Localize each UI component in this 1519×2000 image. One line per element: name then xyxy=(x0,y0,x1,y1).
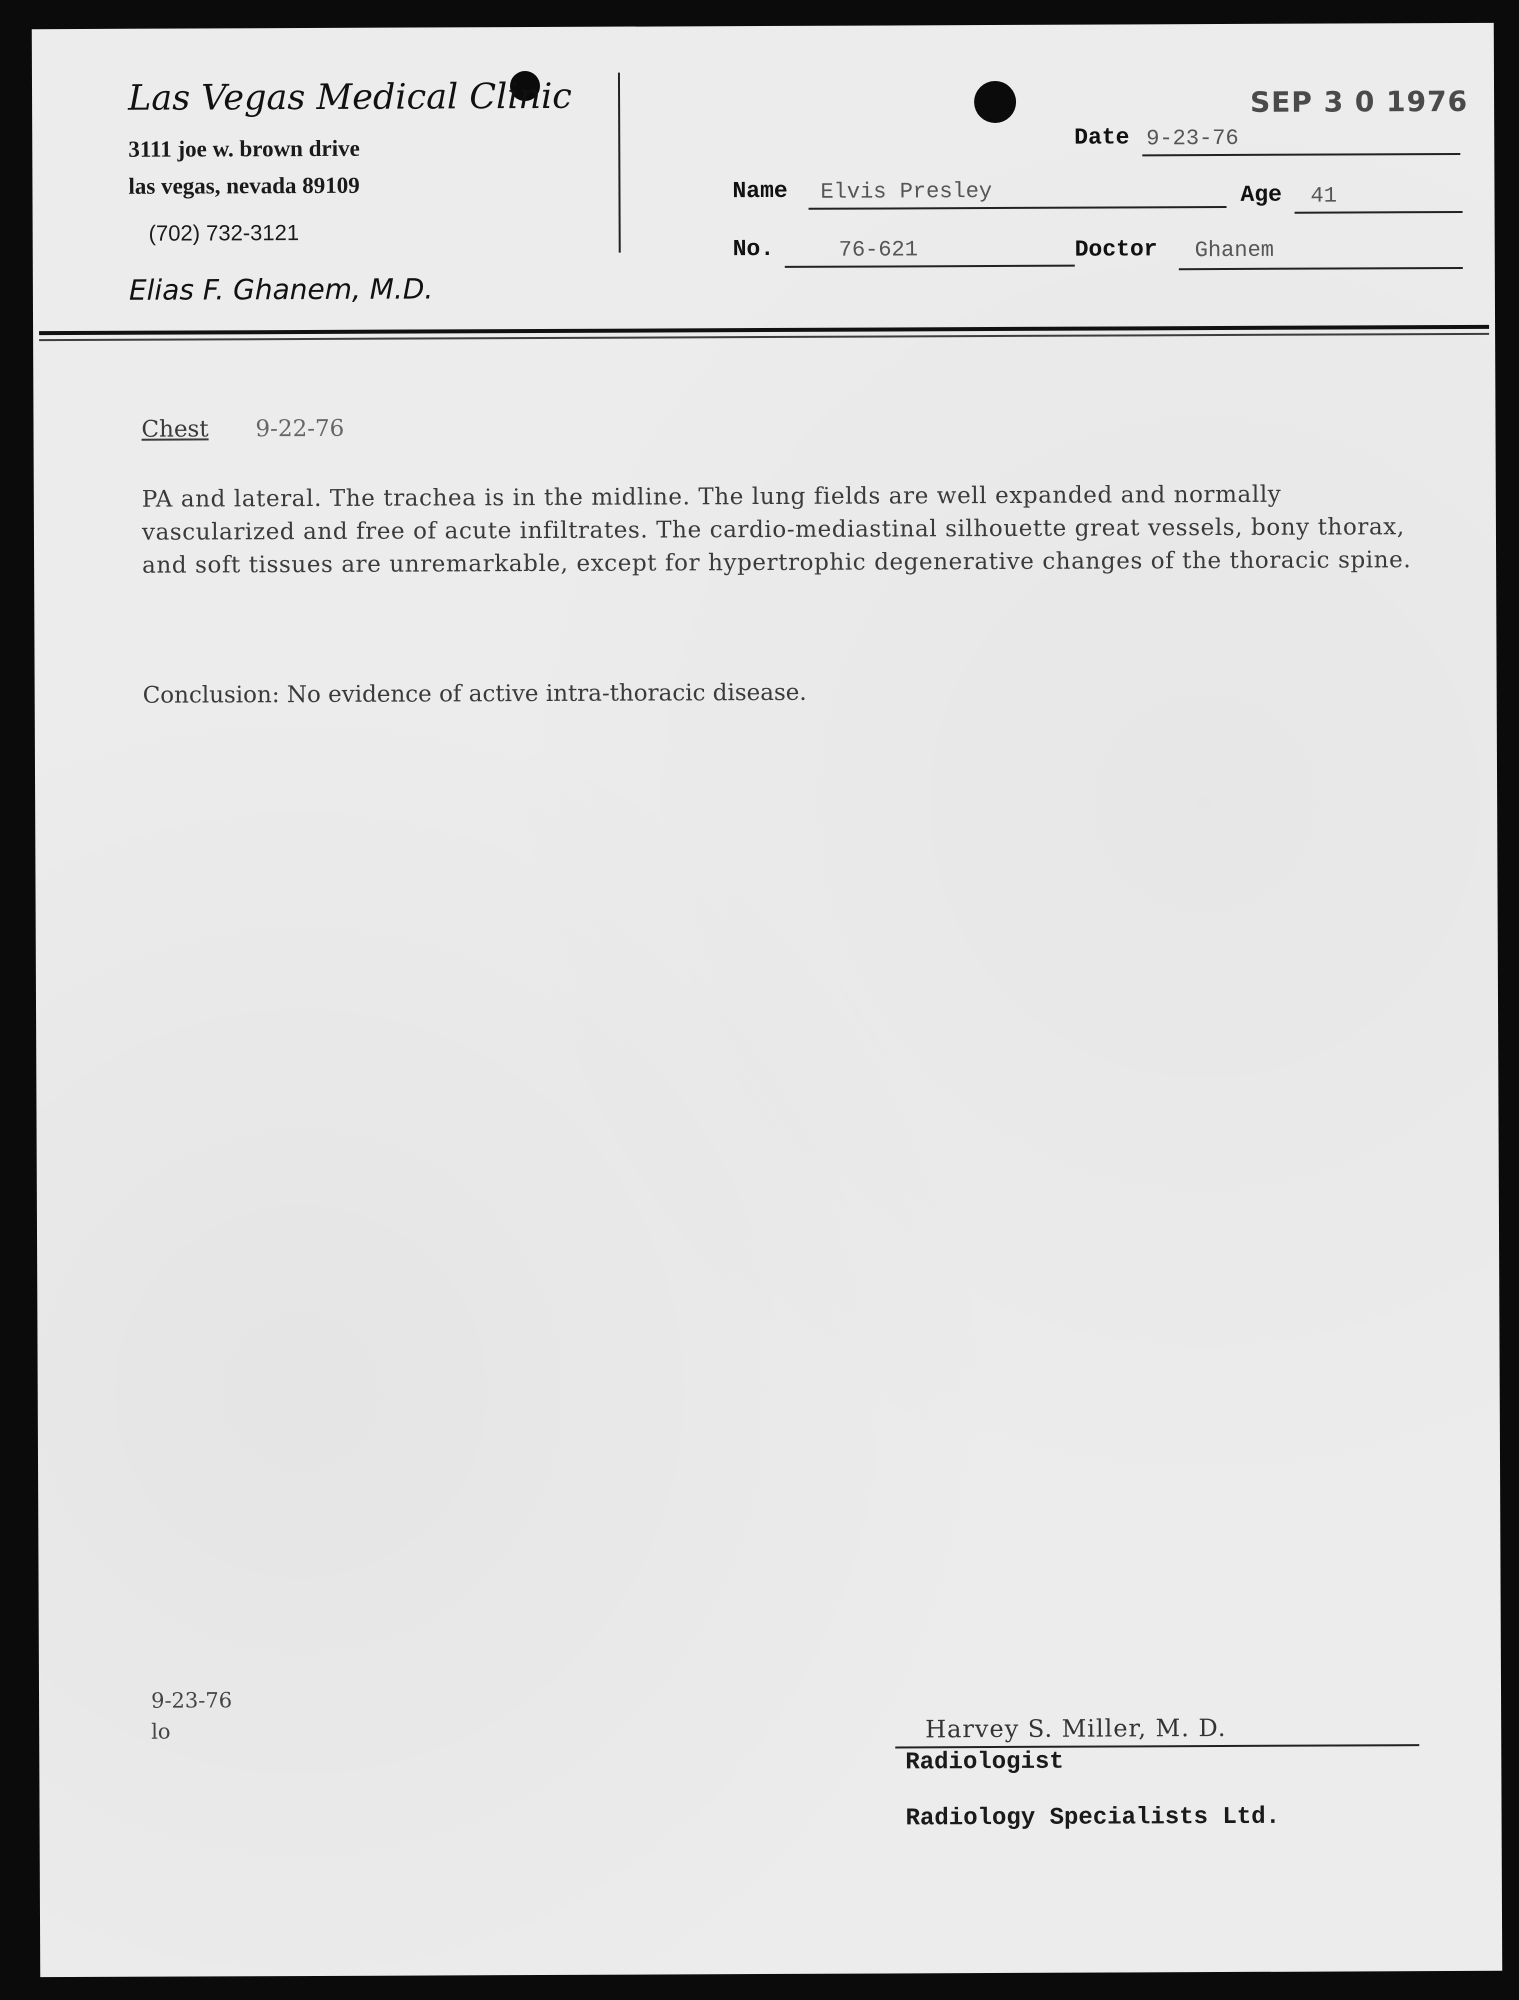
radiologist-name: Harvey S. Miller, M. D. xyxy=(925,1714,1227,1744)
clinic-address-line1: 3111 joe w. brown drive xyxy=(128,135,360,162)
name-label: Name xyxy=(732,177,788,205)
signature-line xyxy=(895,1744,1419,1748)
doctor-underline xyxy=(1179,267,1463,270)
findings-paragraph: PA and lateral. The trachea is in the midline. The lung fields are well expanded and normally vascularized and free of acute infiltrates. The cardio-mediastinal silhouette great vessels, bony thorax, and soft tissues are unremarkable, except for hypertrophic degenerative changes of the thoracic spine. xyxy=(141,481,1412,579)
date-label: Date xyxy=(1074,124,1130,151)
doctor-label: Doctor xyxy=(1074,236,1158,263)
radiologist-title: Radiologist xyxy=(905,1748,1064,1777)
clinic-address-line2: las vegas, nevada 89109 xyxy=(128,172,360,199)
patient-name: Elvis Presley xyxy=(820,179,993,205)
conclusion: Conclusion: No evidence of active intra-thoracic disease. xyxy=(142,679,807,709)
age-underline xyxy=(1295,211,1463,214)
clinic-name: Las Vegas Medical Clinic xyxy=(127,76,572,119)
record-number: 76-621 xyxy=(838,237,919,263)
no-underline xyxy=(785,265,1075,268)
typed-date: 9-23-76 xyxy=(150,1688,233,1713)
date-underline xyxy=(1142,153,1460,156)
header-divider xyxy=(618,73,621,253)
patient-age: 41 xyxy=(1310,183,1337,209)
clinic-phone: (702) 732-3121 xyxy=(148,220,300,246)
received-date-stamp: SEP 3 0 1976 xyxy=(1250,84,1469,119)
radiology-group: Radiology Specialists Ltd. xyxy=(905,1803,1281,1833)
no-label: No. xyxy=(732,235,775,263)
date-value: 9-23-76 xyxy=(1146,125,1239,152)
punch-hole xyxy=(974,81,1016,123)
exam-label: Chest xyxy=(141,416,209,443)
report-sheet xyxy=(32,23,1502,1977)
clinic-doctor-name: Elias F. Ghanem, M.D. xyxy=(128,272,434,307)
doctor-value: Ghanem xyxy=(1194,237,1275,264)
age-label: Age xyxy=(1240,181,1282,208)
name-underline xyxy=(809,206,1227,210)
exam-date: 9-22-76 xyxy=(255,415,345,443)
typist-initials: lo xyxy=(151,1719,171,1744)
